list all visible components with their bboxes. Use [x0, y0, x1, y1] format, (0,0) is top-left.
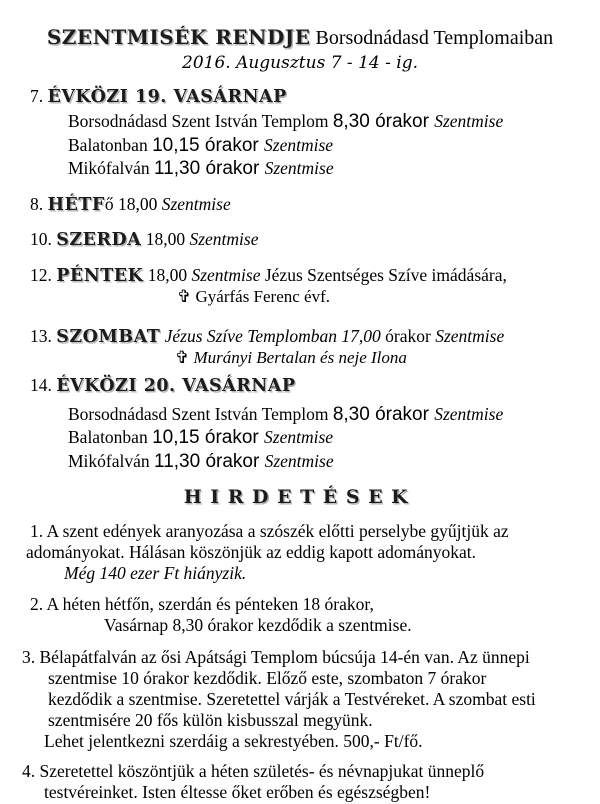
day-number: 14. [30, 374, 57, 395]
memorial-line [177, 287, 600, 306]
schedule-section-friday [0, 265, 600, 306]
date-range: 2016. Augusztus 7 - 14 - ig. [182, 53, 418, 73]
mass-place: Borsodnádasd Szent István Templom [68, 111, 333, 131]
day-name: ÉVKÖZI 20. VASÁRNAP [56, 375, 296, 396]
mass-type: Szentmise [264, 134, 334, 155]
announcement-line: 2. A héten hétfőn, szerdán és pénteken 18 órakor, [30, 594, 374, 614]
mass-type: Szentmise [161, 193, 231, 214]
announcement-line: Lehet jelentkezni szerdáig a sekrestyében. 500,- Ft/fő. [44, 731, 423, 751]
mass-time: 10,15 órakor [152, 427, 265, 448]
schedule-section-sunday-20 [0, 375, 600, 474]
mass-entry [68, 157, 600, 181]
cross-icon: ✞ [177, 286, 196, 306]
section-header [30, 229, 600, 251]
schedule-section-sunday-19 [0, 86, 600, 181]
mass-place: Balatonban [68, 134, 153, 155]
schedule-section-saturday [0, 326, 600, 367]
day-name: SZERDA [56, 229, 142, 250]
mass-type: Szentmise [434, 111, 504, 131]
section-header [30, 375, 600, 397]
announcement-line-emphasis: Még 140 ezer Ft hiányzik. [64, 563, 247, 583]
day-name: ÉVKÖZI 19. VASÁRNAP [47, 87, 287, 107]
section-header [30, 86, 600, 108]
mass-place-time: Jézus Szíve Templomban 17,00 [160, 325, 386, 346]
mass-type: Szentmise [191, 264, 261, 285]
mass-time: 18,00 [143, 264, 192, 285]
announcements-heading: HIRDETÉSEK [183, 486, 417, 508]
title-main: SZENTMISÉK RENDJE [46, 25, 311, 49]
announcement-line: Vasárnap 8,30 órakor kezdődik a szentmise. [104, 615, 412, 635]
day-number: 7. [30, 86, 48, 106]
day-number: 8. [30, 193, 48, 214]
announcement-line: kezdődik a szentmise. Szeretettel várják a Testvéreket. A szombat esti [48, 689, 536, 709]
mass-type: Szentmise [434, 403, 504, 424]
announcement-line: 4. Szeretettel köszöntjük a héten születés- és névnapjukat ünneplő [22, 761, 485, 781]
mass-entry [68, 134, 600, 158]
mass-time-word: órakor [385, 325, 436, 346]
mass-list [0, 403, 600, 474]
title-location: Borsodnádasd Templomaiban [310, 27, 554, 49]
section-header [30, 194, 600, 216]
schedule-section-wednesday [0, 229, 600, 251]
day-number: 12. [30, 264, 57, 285]
announcement-line: szentmise 10 órakor kezdődik. Előző este, szombaton 7 órakor [48, 668, 487, 688]
cross-icon: ✞ [175, 347, 194, 367]
mass-type: Szentmise [264, 427, 334, 447]
mass-type: Szentmise [264, 450, 334, 471]
day-name: PÉNTEK [56, 265, 144, 286]
announcement-item-3 [0, 647, 600, 752]
mass-time: 8,30 órakor [332, 111, 435, 132]
schedule-section-monday [0, 194, 600, 216]
announcement-line: 3. Bélapátfalván az ősi Apátsági Templom búcsúja 14-én van. Az ünnepi [22, 647, 530, 667]
mass-entry [68, 426, 600, 450]
mass-list [0, 110, 600, 181]
mass-time: 18,00 [141, 228, 190, 249]
day-name: HÉTF [47, 194, 105, 215]
mass-time: 10,15 órakor [152, 134, 265, 156]
page-title [0, 26, 600, 49]
mass-place: Mikófalván [68, 158, 155, 178]
announcement-item-1 [0, 521, 600, 584]
announcement-item-2 [0, 594, 600, 636]
mass-place: Balatonban [68, 427, 153, 447]
mass-place: Mikófalván [68, 450, 155, 471]
mass-intention: Jézus Szentséges Szíve imádására, [260, 264, 507, 285]
day-number: 10. [30, 228, 57, 249]
mass-entry [68, 403, 600, 427]
mass-time: 8,30 órakor [332, 403, 435, 425]
mass-place: Borsodnádasd Szent István Templom [68, 403, 333, 424]
memorial-name: Murányi Bertalan és neje Ilona [193, 347, 407, 367]
mass-type: Szentmise [435, 325, 505, 346]
mass-entry [68, 450, 600, 474]
mass-type: Szentmise [264, 158, 334, 178]
announcement-line: adományokat. Hálásan köszönjük az eddig kapott adományokat. [26, 542, 477, 562]
section-header [30, 326, 600, 348]
mass-type: Szentmise [189, 228, 259, 249]
mass-time: ő 18,00 [104, 193, 162, 214]
day-name: SZOMBAT [56, 326, 161, 347]
announcement-line: testvéreinket. Isten éltesse őket erőben és egészségben! [44, 782, 431, 802]
mass-time: 11,30 órakor [154, 450, 265, 472]
announcement-line: 1. A szent edények aranyozása a szószék előtti perselybe gyűjtjük az [30, 521, 509, 541]
memorial-line [175, 348, 600, 367]
mass-entry [68, 110, 600, 134]
memorial-name: Gyárfás Ferenc évf. [195, 286, 331, 306]
mass-time: 11,30 órakor [154, 158, 265, 179]
section-header [30, 265, 600, 287]
announcement-line: szentmisére 20 fős külön kisbusszal megyünk. [48, 710, 373, 730]
announcement-item-4 [0, 761, 600, 803]
day-number: 13. [30, 325, 57, 346]
